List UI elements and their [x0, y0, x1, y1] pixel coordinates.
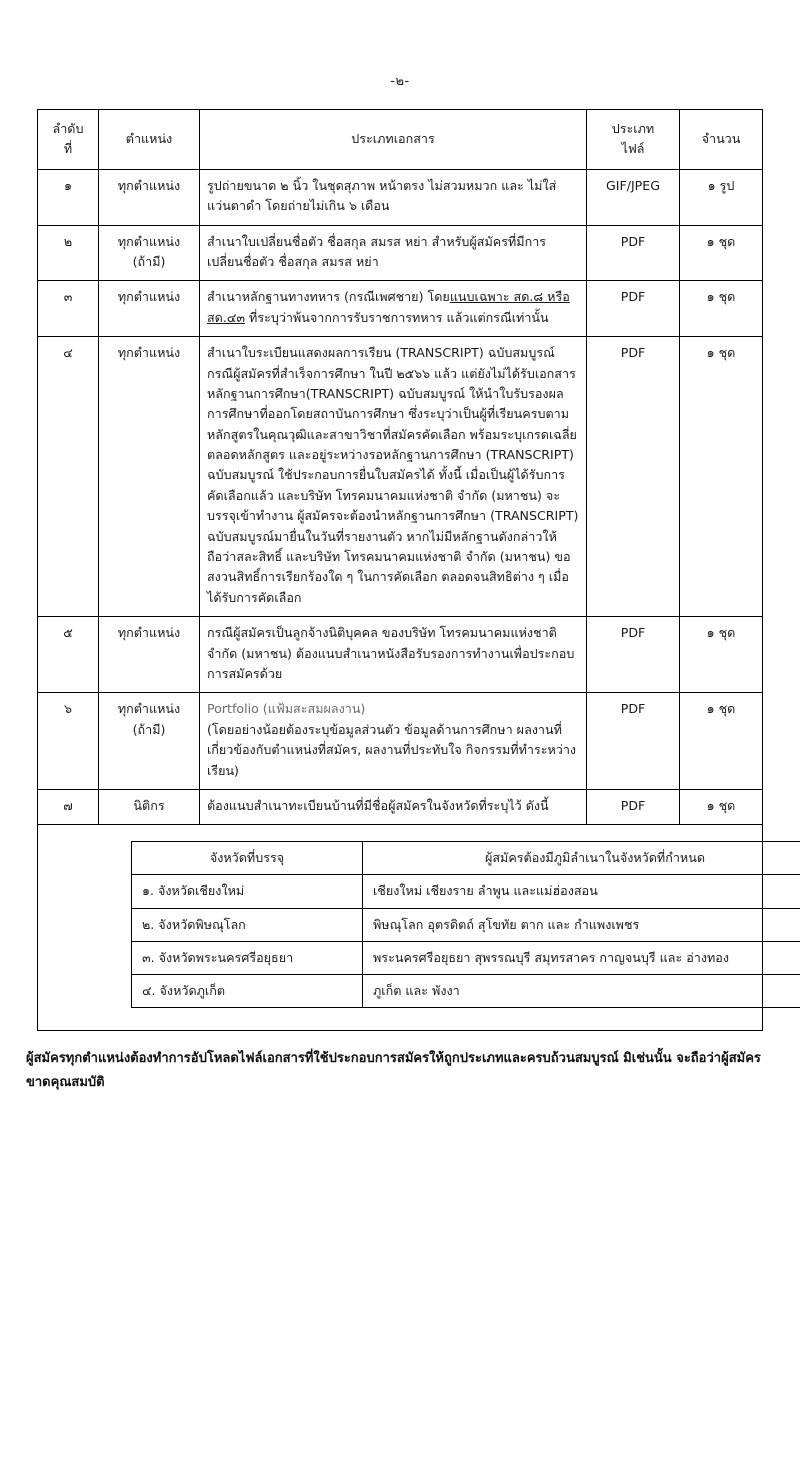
cell-amount: ๑ ชุด: [680, 693, 763, 790]
document-portfolio-title: Portfolio (แฟ้มสะสมผลงาน): [207, 699, 579, 719]
cell-no: ๖: [38, 693, 99, 790]
cell-document: ต้องแนบสำเนาทะเบียนบ้านที่มีชื่อผู้สมัครในจังหวัดที่ระบุไว้ ดังนี้: [200, 789, 587, 824]
table-row: [38, 789, 763, 824]
table-row: [38, 617, 763, 693]
cell-file-type: PDF: [587, 789, 680, 824]
table-row: [38, 693, 763, 790]
cell-amount: ๑ ชุด: [680, 337, 763, 617]
province-cell-assigned: ๔. จังหวัดภูเก็ต: [132, 974, 363, 1007]
cell-document: [200, 693, 587, 790]
cell-document: [200, 281, 587, 337]
cell-file-type: GIF/JPEG: [587, 169, 680, 225]
province-table: [131, 841, 800, 1008]
province-cell-domicile: พระนครศรีอยุธยา สุพรรณบุรี สมุทรสาคร กาญจนบุรี และ อ่างทอง: [363, 941, 800, 974]
cell-position: ทุกตำแหน่ง: [99, 337, 200, 617]
document-text-post: ที่ระบุว่าพ้นจากการรับราชการทหาร แล้วแต่กรณีเท่านั้น: [245, 310, 549, 325]
page-number: -๒-: [0, 70, 800, 91]
province-row: [132, 974, 800, 1007]
column-header-position: ตำแหน่ง: [99, 110, 200, 170]
cell-no: ๒: [38, 225, 99, 281]
province-row: [132, 941, 800, 974]
cell-document: รูปถ่ายขนาด ๒ นิ้ว ในชุดสุภาพ หน้าตรง ไม่สวมหมวก และ ไม่ใส่แว่นตาดำ โดยถ่ายไม่เกิน ๖ เดือน: [200, 169, 587, 225]
cell-amount: ๑ ชุด: [680, 617, 763, 693]
province-row: [132, 908, 800, 941]
column-header-amount: จำนวน: [680, 110, 763, 170]
cell-no: ๓: [38, 281, 99, 337]
documents-table: [37, 109, 763, 1031]
province-cell-domicile: เชียงใหม่ เชียงราย ลำพูน และแม่ฮ่องสอน: [363, 875, 800, 908]
table-row: [38, 337, 763, 617]
cell-amount: ๑ ชุด: [680, 225, 763, 281]
cell-amount: ๑ ชุด: [680, 789, 763, 824]
province-column-header-domicile: ผู้สมัครต้องมีภูมิลำเนาในจังหวัดที่กำหนด: [363, 842, 800, 875]
cell-position: ทุกตำแหน่ง (ถ้ามี): [99, 225, 200, 281]
cell-position: ทุกตำแหน่ง: [99, 617, 200, 693]
cell-position: ทุกตำแหน่ง (ถ้ามี): [99, 693, 200, 790]
cell-file-type: PDF: [587, 693, 680, 790]
province-cell-domicile: พิษณุโลก อุตรดิตถ์ สุโขทัย ตาก และ กำแพงเพชร: [363, 908, 800, 941]
province-cell-assigned: ๑. จังหวัดเชียงใหม่: [132, 875, 363, 908]
table-row: [38, 225, 763, 281]
table-header-row: [38, 110, 763, 170]
footnote-text: ผู้สมัครทุกตำแหน่งต้องทำการอัปโหลดไฟล์เอกสารที่ใช้ประกอบการสมัครให้ถูกประเภทและครบถ้วนสมบูรณ์ มิเช่นนั้น จะถือว่าผู้สมัครขาดคุณสมบัติ: [20, 1047, 780, 1095]
column-header-document-type: ประเภทเอกสาร: [200, 110, 587, 170]
column-header-no: ลำดับ ที่: [38, 110, 99, 170]
table-row: [38, 169, 763, 225]
province-cell-domicile: ภูเก็ต และ พังงา: [363, 974, 800, 1007]
province-table-row: [38, 825, 763, 1031]
province-column-header-assigned: จังหวัดที่บรรจุ: [132, 842, 363, 875]
cell-file-type: PDF: [587, 225, 680, 281]
table-row: [38, 281, 763, 337]
document-text-underlined: แนบเฉพาะ สด.๘ หรือ สด.๔๓: [207, 289, 570, 324]
cell-document: สำเนาใบระเบียนแสดงผลการเรียน (TRANSCRIPT) ฉบับสมบูรณ์ กรณีผู้สมัครที่สำเร็จการศึกษา ในปี ๒๕๖๖ แล้ว แต่ยังไม่ได้รับเอกสารหลักฐานการศึกษา(TRANSCRIPT) ฉบับสมบูรณ์ ให้นำใบรับรองผลการศึกษาที่ออกโดยสถาบันการศึกษา ซึ่งระบุว่าเป็นผู้ที่เรียนครบตามหลักสูตรในคุณวุฒิและสาขาวิชาที่สมัครคัดเลือก พร้อมระบุเกรดเฉลี่ยตลอดหลักสูตร และอยู่ระหว่างรอหลักฐานการศึกษา (TRANSCRIPT) ฉบับสมบูรณ์ ใช้ประกอบการยื่นใบสมัครได้ ทั้งนี้ เมื่อเป็นผู้ได้รับการคัดเลือกแล้ว และบริษัท โทรคมนาคมแห่งชาติ จำกัด (มหาชน) จะบรรจุเข้าทำงาน ผู้สมัครจะต้องนำหลักฐานการศึกษา (TRANSCRIPT) ฉบับสมบูรณ์มายื่นในวันที่รายงานตัว หากไม่มีหลักฐานดังกล่าวให้ถือว่าสละสิทธิ์ และบริษัท โทรคมนาคมแห่งชาติ จำกัด (มหาชน) ขอสงวนสิทธิ์การเรียกร้องใด ๆ ในการคัดเลือก ตลอดจนสิทธิต่าง ๆ เมื่อได้รับการคัดเลือก: [200, 337, 587, 617]
province-row: [132, 875, 800, 908]
document-portfolio-detail: (โดยอย่างน้อยต้องระบุข้อมูลส่วนตัว ข้อมูลด้านการศึกษา ผลงานที่เกี่ยวข้องกับตำแหน่งที่สมัคร, ผลงานที่ประทับใจ กิจกรรมที่ทำระหว่างเรียน): [207, 720, 579, 781]
cell-position: ทุกตำแหน่ง: [99, 169, 200, 225]
cell-amount: ๑ รูป: [680, 169, 763, 225]
document-page: [0, 70, 800, 1459]
cell-position: ทุกตำแหน่ง: [99, 281, 200, 337]
province-header-row: [132, 842, 800, 875]
cell-amount: ๑ ชุด: [680, 281, 763, 337]
cell-position: นิติกร: [99, 789, 200, 824]
cell-no: ๑: [38, 169, 99, 225]
cell-no: ๔: [38, 337, 99, 617]
cell-file-type: PDF: [587, 617, 680, 693]
cell-file-type: PDF: [587, 281, 680, 337]
province-cell-assigned: ๒. จังหวัดพิษณุโลก: [132, 908, 363, 941]
cell-file-type: PDF: [587, 337, 680, 617]
cell-document: สำเนาใบเปลี่ยนชื่อตัว ชื่อสกุล สมรส หย่า สำหรับผู้สมัครที่มีการเปลี่ยนชื่อตัว ชื่อสกุล สมรส หย่า: [200, 225, 587, 281]
document-text-pre: สำเนาหลักฐานทางทหาร (กรณีเพศชาย) โดย: [207, 289, 450, 304]
cell-document: กรณีผู้สมัครเป็นลูกจ้างนิติบุคคล ของบริษัท โทรคมนาคมแห่งชาติ จำกัด (มหาชน) ต้องแนบสำเนาหนังสือรับรองการทำงานเพื่อประกอบการสมัครด้วย: [200, 617, 587, 693]
cell-no: ๕: [38, 617, 99, 693]
column-header-file-type: ประเภท ไฟล์: [587, 110, 680, 170]
cell-no: ๗: [38, 789, 99, 824]
province-cell-assigned: ๓. จังหวัดพระนครศรีอยุธยา: [132, 941, 363, 974]
province-table-container: [38, 825, 763, 1031]
